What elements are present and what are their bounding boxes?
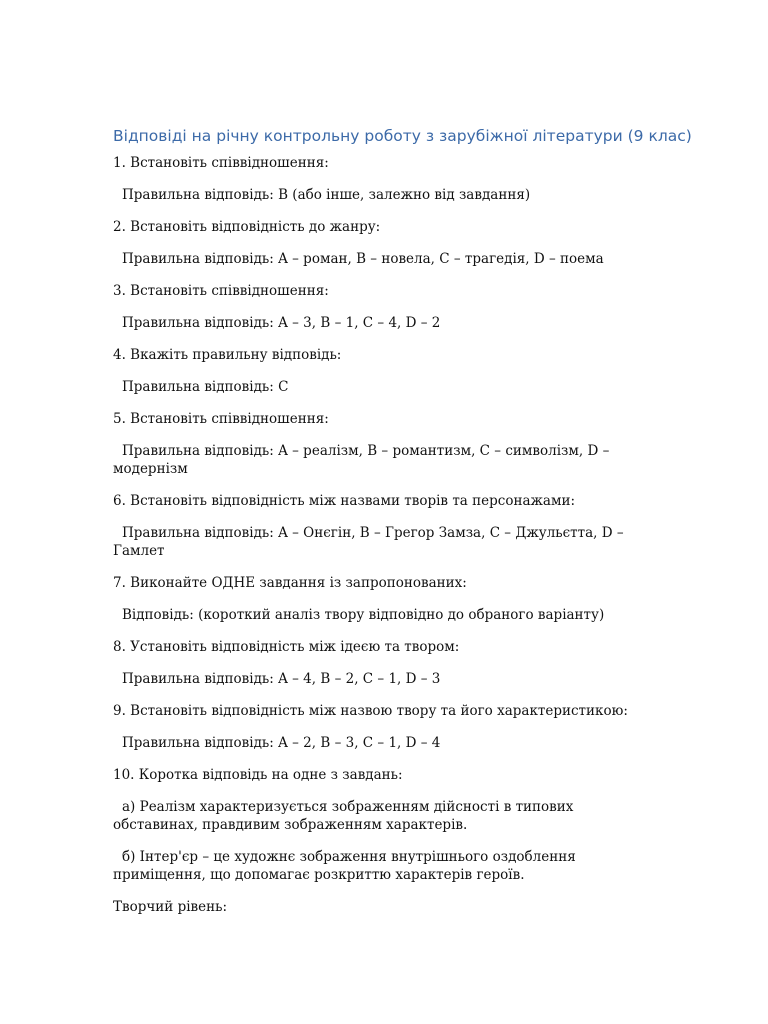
- question-8: 8. Установіть відповідність між ідеєю та твором:: [113, 639, 460, 655]
- section-heading-creative-level: Творчий рівень:: [113, 899, 228, 915]
- answer-9: Правильна відповідь: A – 2, B – 3, C – 1, D – 4: [122, 735, 441, 751]
- question-1: 1. Встановіть співвідношення:: [113, 155, 329, 171]
- question-10: 10. Коротка відповідь на одне з завдань:: [113, 767, 403, 783]
- question-7: 7. Виконайте ОДНЕ завдання із запропонованих:: [113, 575, 467, 591]
- question-9: 9. Встановіть відповідність між назвою твору та його характеристикою:: [113, 703, 628, 719]
- answer-7: Відповідь: (короткий аналіз твору відповідно до обраного варіанту): [122, 607, 605, 623]
- question-6: 6. Встановіть відповідність між назвами творів та персонажами:: [113, 493, 576, 509]
- answer-4: Правильна відповідь: C: [122, 379, 289, 395]
- question-2: 2. Встановіть відповідність до жанру:: [113, 219, 381, 235]
- answer-6: Правильна відповідь: A – Онєгін, B – Грегор Замза, C – Джульєтта, D – Гамлет: [113, 525, 624, 559]
- question-4: 4. Вкажіть правильну відповідь:: [113, 347, 342, 363]
- answer-1: Правильна відповідь: B (або інше, залежно від завдання): [122, 187, 531, 203]
- answer-10b: б) Інтер'єр – це художнє зображення внутрішнього оздоблення приміщення, що допомагає розкриттю характерів героїв.: [113, 849, 576, 883]
- document-title: Відповіді на річну контрольну роботу з зарубіжної літератури (9 клас): [113, 127, 692, 145]
- question-5: 5. Встановіть співвідношення:: [113, 411, 329, 427]
- answer-3: Правильна відповідь: A – 3, B – 1, C – 4, D – 2: [122, 315, 441, 331]
- question-3: 3. Встановіть співвідношення:: [113, 283, 329, 299]
- answer-8: Правильна відповідь: A – 4, B – 2, C – 1, D – 3: [122, 671, 441, 687]
- answer-5: Правильна відповідь: A – реалізм, B – романтизм, C – символізм, D – модернізм: [113, 443, 610, 477]
- answer-2: Правильна відповідь: A – роман, B – новела, C – трагедія, D – поема: [122, 251, 604, 267]
- document-page: [113, 126, 692, 916]
- answer-10a: а) Реалізм характеризується зображенням дійсності в типових обставинах, правдивим зображенням характерів.: [113, 799, 574, 833]
